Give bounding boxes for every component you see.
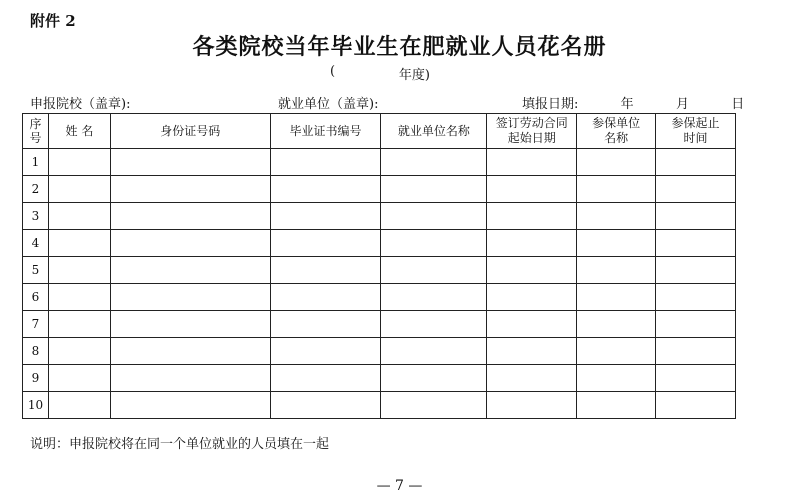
- header-insured-unit: 参保单位 名称: [577, 114, 656, 149]
- id-number-cell[interactable]: [110, 284, 270, 311]
- insured-unit-cell[interactable]: [577, 392, 656, 419]
- insurance-period-cell[interactable]: [656, 176, 736, 203]
- contract-date-cell[interactable]: [487, 176, 577, 203]
- table-row: [23, 338, 736, 365]
- unit-stamp-label: 就业单位（盖章):: [278, 97, 379, 112]
- header-seq: 序号: [23, 114, 49, 149]
- table-row: [23, 257, 736, 284]
- insured-unit-cell[interactable]: [577, 257, 656, 284]
- table-row: [23, 392, 736, 419]
- id-number-cell[interactable]: [110, 203, 270, 230]
- row-seq: 5: [23, 257, 49, 284]
- insurance-period-cell[interactable]: [656, 365, 736, 392]
- name-cell[interactable]: [48, 365, 110, 392]
- employer-cell[interactable]: [381, 311, 487, 338]
- insurance-period-cell[interactable]: [656, 203, 736, 230]
- header-id-number: 身份证号码: [110, 114, 270, 149]
- header-contract-date: 签订劳动合同 起始日期: [487, 114, 577, 149]
- header-cert-number: 毕业证书编号: [270, 114, 381, 149]
- insurance-period-cell[interactable]: [656, 149, 736, 176]
- header-insurance-period: 参保起止 时间: [656, 114, 736, 149]
- name-cell[interactable]: [48, 284, 110, 311]
- cert-number-cell[interactable]: [270, 230, 381, 257]
- contract-date-cell[interactable]: [487, 311, 577, 338]
- employer-cell[interactable]: [381, 230, 487, 257]
- fill-date-month: 月: [675, 97, 689, 112]
- table-row: [23, 203, 736, 230]
- cert-number-cell[interactable]: [270, 338, 381, 365]
- insured-unit-cell[interactable]: [577, 230, 656, 257]
- insurance-period-cell[interactable]: [656, 284, 736, 311]
- id-number-cell[interactable]: [110, 149, 270, 176]
- name-cell[interactable]: [48, 311, 110, 338]
- school-stamp-label: 申报院校（盖章):: [30, 97, 131, 112]
- insurance-period-cell[interactable]: [656, 311, 736, 338]
- insurance-period-cell[interactable]: [656, 392, 736, 419]
- footnote: 说明：申报院校将在同一个单位就业的人员填在一起: [30, 437, 330, 452]
- insured-unit-cell[interactable]: [577, 311, 656, 338]
- row-seq: 9: [23, 365, 49, 392]
- insured-unit-cell[interactable]: [577, 149, 656, 176]
- cert-number-cell[interactable]: [270, 365, 381, 392]
- id-number-cell[interactable]: [110, 392, 270, 419]
- cert-number-cell[interactable]: [270, 284, 381, 311]
- employer-cell[interactable]: [381, 176, 487, 203]
- contract-date-cell[interactable]: [487, 257, 577, 284]
- contract-date-cell[interactable]: [487, 338, 577, 365]
- contract-date-cell[interactable]: [487, 149, 577, 176]
- employer-cell[interactable]: [381, 365, 487, 392]
- insurance-period-cell[interactable]: [656, 338, 736, 365]
- table-header-row: [23, 114, 736, 149]
- employer-cell[interactable]: [381, 203, 487, 230]
- row-seq: 8: [23, 338, 49, 365]
- row-seq: 4: [23, 230, 49, 257]
- id-number-cell[interactable]: [110, 365, 270, 392]
- page-number: — 7 —: [376, 478, 423, 494]
- row-seq: 10: [23, 392, 49, 419]
- table-row: [23, 230, 736, 257]
- fill-date: [522, 93, 750, 112]
- contract-date-cell[interactable]: [487, 365, 577, 392]
- cert-number-cell[interactable]: [270, 392, 381, 419]
- employer-cell[interactable]: [381, 149, 487, 176]
- table-row: [23, 149, 736, 176]
- id-number-cell[interactable]: [110, 338, 270, 365]
- contract-date-cell[interactable]: [487, 284, 577, 311]
- name-cell[interactable]: [48, 203, 110, 230]
- row-seq: 1: [23, 149, 49, 176]
- fill-date-day: 日: [731, 97, 745, 112]
- row-seq: 2: [23, 176, 49, 203]
- insured-unit-cell[interactable]: [577, 176, 656, 203]
- subtitle-year-label: 年度): [398, 68, 430, 83]
- cert-number-cell[interactable]: [270, 203, 381, 230]
- table-row: [23, 176, 736, 203]
- row-seq: 6: [23, 284, 49, 311]
- subtitle: [330, 64, 430, 83]
- id-number-cell[interactable]: [110, 257, 270, 284]
- fill-date-label: 填报日期:: [522, 97, 579, 112]
- id-number-cell[interactable]: [110, 176, 270, 203]
- employer-cell[interactable]: [381, 338, 487, 365]
- contract-date-cell[interactable]: [487, 230, 577, 257]
- attachment-label: 附件 2: [30, 12, 76, 30]
- roster-table: [22, 113, 736, 419]
- insured-unit-cell[interactable]: [577, 338, 656, 365]
- contract-date-cell[interactable]: [487, 203, 577, 230]
- insurance-period-cell[interactable]: [656, 230, 736, 257]
- id-number-cell[interactable]: [110, 230, 270, 257]
- name-cell[interactable]: [48, 257, 110, 284]
- employer-cell[interactable]: [381, 257, 487, 284]
- id-number-cell[interactable]: [110, 311, 270, 338]
- name-cell[interactable]: [48, 176, 110, 203]
- table-row: [23, 365, 736, 392]
- header-name: 姓 名: [48, 114, 110, 149]
- employer-cell[interactable]: [381, 284, 487, 311]
- name-cell[interactable]: [48, 392, 110, 419]
- cert-number-cell[interactable]: [270, 311, 381, 338]
- cert-number-cell[interactable]: [270, 176, 381, 203]
- subtitle-open: (: [330, 64, 336, 79]
- row-seq: 3: [23, 203, 49, 230]
- cert-number-cell[interactable]: [270, 257, 381, 284]
- name-cell[interactable]: [48, 338, 110, 365]
- employer-cell[interactable]: [381, 392, 487, 419]
- insurance-period-cell[interactable]: [656, 257, 736, 284]
- contract-date-cell[interactable]: [487, 392, 577, 419]
- fill-date-year: 年: [620, 97, 634, 112]
- row-seq: 7: [23, 311, 49, 338]
- header-employer: 就业单位名称: [381, 114, 487, 149]
- insured-unit-cell[interactable]: [577, 203, 656, 230]
- name-cell[interactable]: [48, 149, 110, 176]
- page-title: 各类院校当年毕业生在肥就业人员花名册: [192, 34, 607, 60]
- cert-number-cell[interactable]: [270, 149, 381, 176]
- table-row: [23, 311, 736, 338]
- insured-unit-cell[interactable]: [577, 284, 656, 311]
- insured-unit-cell[interactable]: [577, 365, 656, 392]
- name-cell[interactable]: [48, 230, 110, 257]
- table-row: [23, 284, 736, 311]
